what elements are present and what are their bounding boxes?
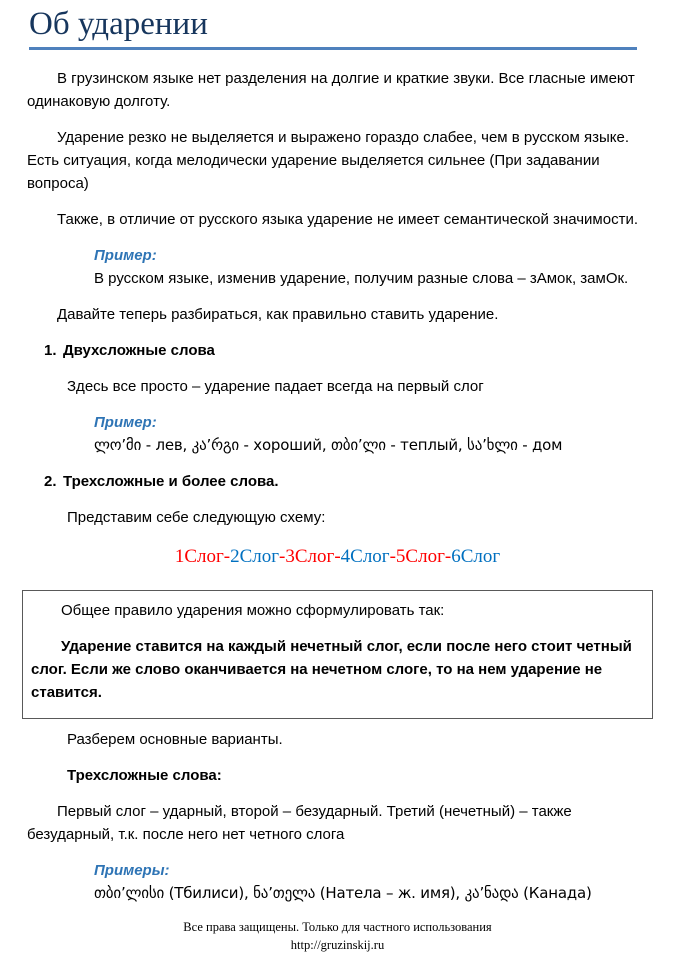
- page-title: Об ударении: [29, 6, 637, 50]
- item-title: Трехсложные и более слова.: [63, 473, 279, 490]
- subsection-title: Трехсложные слова:: [67, 767, 222, 784]
- example-block-1: [94, 244, 648, 290]
- scheme-segment: -3Слог-: [279, 546, 341, 567]
- subsection-body: Первый слог – ударный, второй – безударный. Третий (нечетный) – также безударный, т.к. после него нет четного слога: [27, 803, 572, 843]
- numbered-item-2: [44, 470, 648, 493]
- example-label: Пример:: [94, 414, 157, 431]
- examples-block-3: [94, 859, 648, 905]
- scheme-segment: 4Слог: [340, 546, 390, 567]
- item-2-body: Представим себе следующую схему:: [67, 509, 326, 526]
- georgian-examples-text: თბი’ლისი (Тбилиси), ნა’თელა (Натела – ж. имя), კა’ნადა (Канада): [94, 884, 592, 902]
- footer-url: http://gruzinskij.ru: [290, 938, 385, 952]
- example-text: В русском языке, изменив ударение, получим разные слова – зАмок, замОк.: [94, 270, 629, 287]
- item-number: 2.: [44, 473, 57, 490]
- item-title: Двухсложные слова: [63, 342, 215, 359]
- intro-paragraph-1: В грузинском языке нет разделения на долгие и краткие звуки. Все гласные имеют одинаковую долготу.: [27, 70, 635, 110]
- item-number: 1.: [44, 342, 57, 359]
- syllable-scheme: [27, 542, 648, 570]
- rule-box-rule: Ударение ставится на каждый нечетный слог, если после него стоит четный слог. Если же слово оканчивается на нечетном слоге, то на нем ударение не ставится.: [31, 638, 632, 701]
- example-label: Пример:: [94, 247, 157, 264]
- scheme-segment: 6Слог: [451, 546, 501, 567]
- scheme-segment: -5Слог-: [389, 546, 452, 567]
- variants-lead: Разберем основные варианты.: [67, 731, 283, 748]
- intro-paragraph-2: Ударение резко не выделяется и выражено гораздо слабее, чем в русском языке. Есть ситуация, когда мелодически ударение выделяется сильнее (При задавании вопроса): [27, 129, 629, 192]
- stress-rule-box: [22, 590, 653, 719]
- lead-in-paragraph: Давайте теперь разбираться, как правильно ставить ударение.: [57, 306, 499, 323]
- scheme-segment: 1Слог-: [174, 546, 231, 567]
- rule-box-intro: Общее правило ударения можно сформулировать так:: [61, 602, 445, 619]
- page-footer: [27, 918, 648, 954]
- examples-label: Примеры:: [94, 862, 170, 879]
- item-1-body: Здесь все просто – ударение падает всегда на первый слог: [67, 378, 484, 395]
- scheme-segment: 2Слог: [230, 546, 280, 567]
- numbered-item-1: [44, 339, 648, 362]
- example-block-2: [94, 411, 648, 457]
- intro-paragraph-3: Также, в отличие от русского языка ударение не имеет семантической значимости.: [57, 211, 639, 228]
- footer-copyright: Все права защищены. Только для частного использования: [183, 920, 492, 934]
- georgian-example-text: ლო’მი - лев, კა’რგი - хороший, თბი’ლი - теплый, სა’ხლი - дом: [94, 436, 563, 454]
